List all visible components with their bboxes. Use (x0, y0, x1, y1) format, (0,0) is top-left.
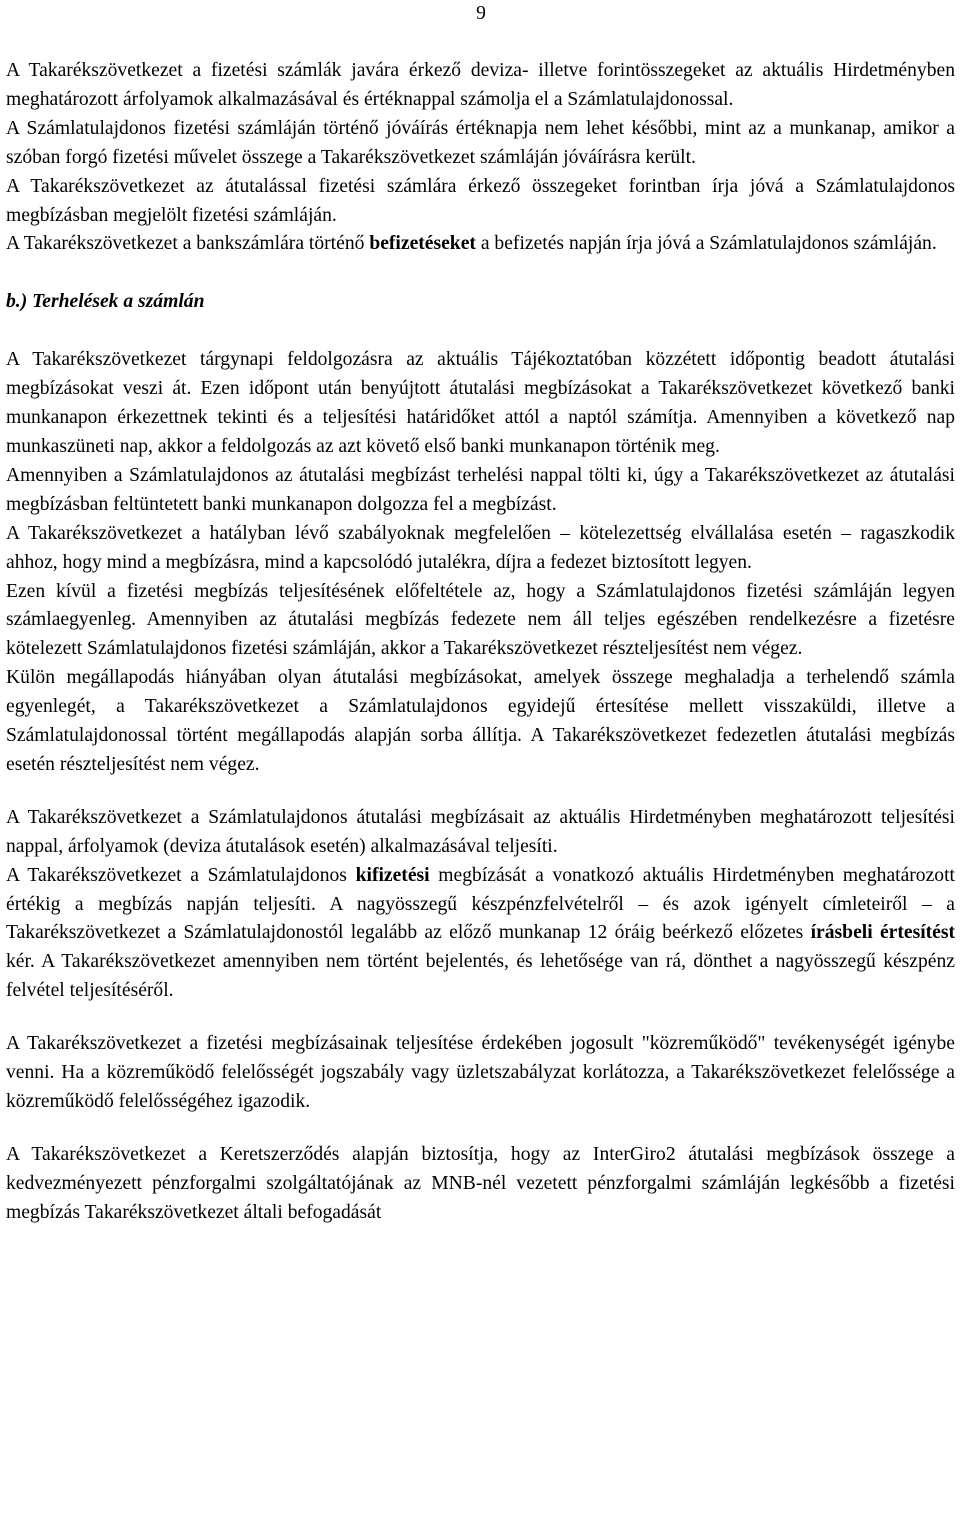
paragraph-balance-precondition: Ezen kívül a fizetési megbízás teljesítésének előfeltétele az, hogy a Számlatulajdonos fizetési számláján legyen számlaegyenleg. Amennyiben az átutalási megbízás fedezete nem áll teljes egészében rendelkezésre a fizetésre kötelezett Számlatulajdonos fizetési számláján, akkor a Takarékszövetkezet részteljesítést nem végez. (6, 580, 955, 660)
paragraph-currency-crediting: A Takarékszövetkezet a fizetési számlák javára érkező deviza- illetve forintösszegeket az aktuális Hirdetményben meghatározott árfolyamok alkalmazásával és értéknappal számolja el a Számlatulajdonossal. (6, 60, 955, 110)
text-run: megbízását a vonatkozó aktuális Hirdetményben meghatározott értékig a megbízás napján teljesíti. A nagyösszegű készpénzfelvételről – és azok igényelt címleteiről – a Takarékszövetkezet a Számlatulajdonostól legalább az előző munkanap 12 óráig beérkező előzetes (6, 864, 955, 944)
document-body (6, 57, 956, 1223)
paragraph-intermediary: A Takarékszövetkezet a fizetési megbízásainak teljesítése érdekében jogosult "közreműködő" tevékenységét igénybe venni. Ha a közreműködő felelősségét jogszabály vagy üzletszabályzat korlátozza, a Takarékszövetkezet felelőssége a közreműködő felelősségéhez igazodik. (6, 1033, 955, 1112)
spacer (6, 1117, 955, 1141)
spacer (6, 780, 955, 804)
paragraph-transfer-crediting: A Takarékszövetkezet az átutalással fizetési számlára érkező összegeket forintban írja jóvá a Számlatulajdonos megbízásban megjelölt fizetési számláján. (6, 175, 955, 226)
paragraph-transfer-execution: A Takarékszövetkezet a Számlatulajdonos átutalási megbízásait az aktuális Hirdetményben meghatározott teljesítési nappal, árfolyamok (deviza átutalások esetén) alkalmazásával teljesíti. (6, 806, 955, 857)
paragraph-cash-withdrawal (6, 862, 955, 1007)
paragraph-value-date: A Számlatulajdonos fizetési számláján történő jóváírás értéknapja nem lehet későbbi, mint az a munkanap, amikor a szóban forgó fizetési művelet összege a Takarékszövetkezet számláján jóváírásra került. (6, 117, 955, 168)
page-number: 9 (476, 3, 486, 24)
text-run: A Takarékszövetkezet a Számlatulajdonos (6, 864, 356, 886)
spacer (6, 259, 955, 288)
bold-term-written-notice: írásbeli értesítést (810, 922, 956, 944)
bold-term-withdrawal: kifizetési (355, 864, 430, 886)
bold-term-deposits: befizetéseket (369, 233, 476, 255)
text-run: a befizetés napján írja jóvá a Számlatulajdonos számláján. (475, 233, 937, 255)
section-heading: b.) Terhelések a számlán (6, 291, 205, 313)
spacer (6, 317, 955, 346)
paragraph-processing-cutoff: A Takarékszövetkezet tárgynapi feldolgozásra az aktuális Tájékoztatóban közzétett időpontig beadott átutalási megbízásokat veszi át. Ezen időpont után benyújtott átutalási megbízásokat a Takarékszövetkezet következő banki munkanapon érkezettnek tekinti és a teljesítési határidőket attól a naptól számítja. Amennyiben a következő nap munkaszüneti nap, akkor a feldolgozás az azt követő első banki munkanapon történik meg. (6, 349, 955, 457)
text-run: A Takarékszövetkezet a bankszámlára történő (6, 233, 370, 255)
paragraph-coverage-requirement: A Takarékszövetkezet a hatályban lévő szabályoknak megfelelően – kötelezettség elvállalása esetén – ragaszkodik ahhoz, hogy mind a megbízásra, mind a kapcsolódó jutalékra, díjra a fedezet biztosított legyen. (6, 522, 955, 573)
paragraph-debit-date: Amennyiben a Számlatulajdonos az átutalási megbízást terhelési nappal tölti ki, úgy a Takarékszövetkezet az átutalási megbízásban feltüntetett banki munkanapon dolgozza fel a megbízást. (6, 464, 955, 515)
paragraph-intergiro: A Takarékszövetkezet a Keretszerződés alapján biztosítja, hogy az InterGiro2 átutalási megbízások összege a kedvezményezett pénzforgalmi szolgáltatójának az MNB-nél vezetett pénzforgalmi számláján legkésőbb a fizetési megbízás Takarékszövetkezet általi befogadását (6, 1143, 955, 1223)
text-run: kér. A Takarékszövetkezet amennyiben nem történt bejelentés, és lehetősége van rá, dönthet a nagyösszegű készpénz felvétel teljesítéséről. (6, 951, 955, 1002)
paragraph-insufficient-funds: Külön megállapodás hiányában olyan átutalási megbízásokat, amelyek összege meghaladja a terhelendő számla egyenlegét, a Takarékszövetkezet a Számlatulajdonos egyidejű értesítése mellett visszaküldi, illetve a Számlatulajdonossal történt megállapodás alapján sorba állítja. A Takarékszövetkezet fedezetlen átutalási megbízás esetén részteljesítést nem végez. (6, 667, 955, 775)
spacer (6, 1006, 955, 1030)
paragraph-deposit-crediting (6, 230, 955, 259)
truncated-paragraph-container (6, 1141, 955, 1223)
